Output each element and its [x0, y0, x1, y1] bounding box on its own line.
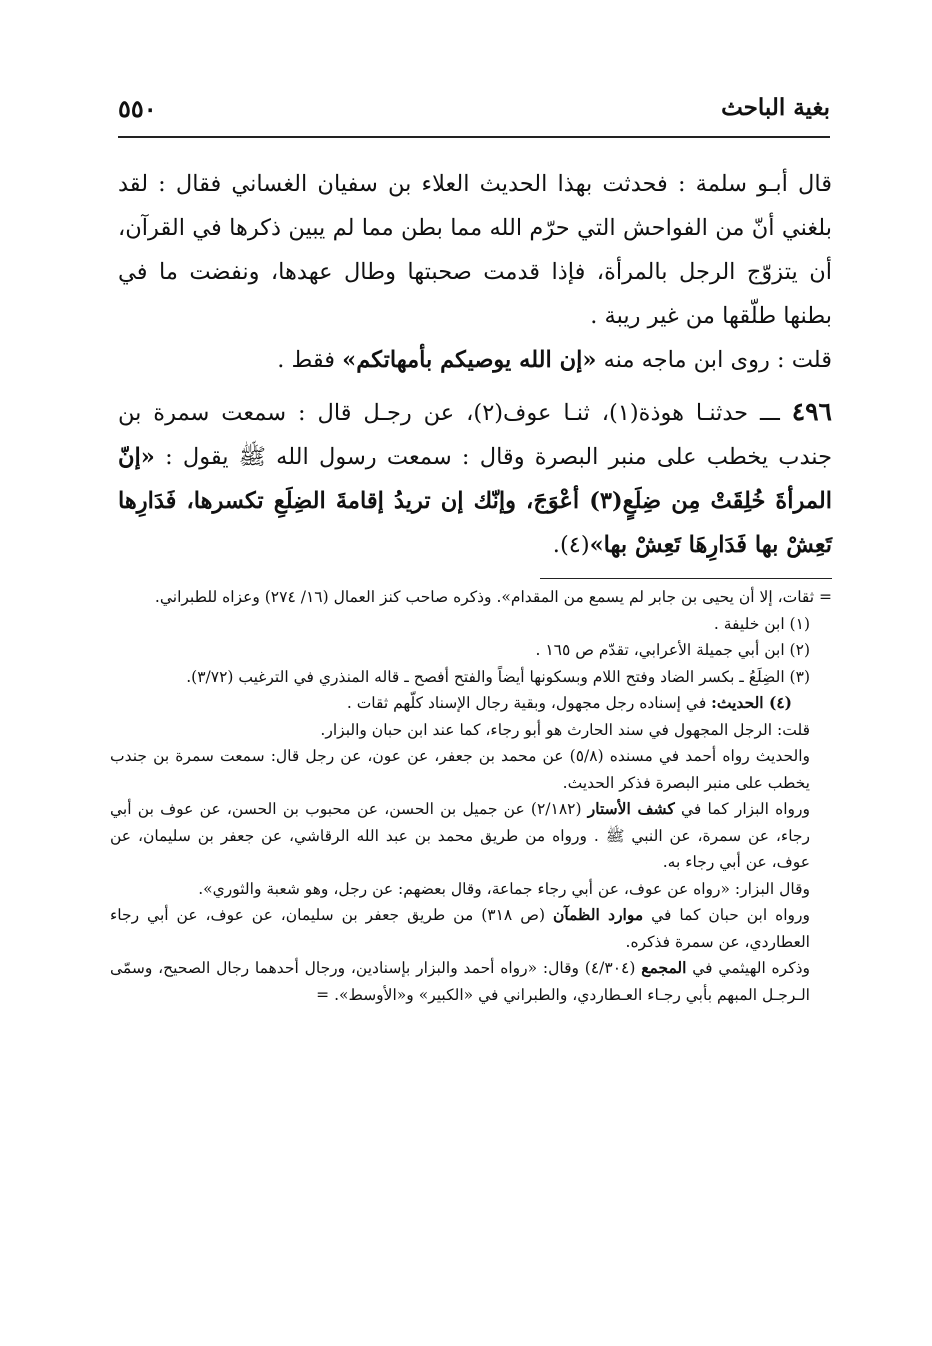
running-title: بغية الباحث	[721, 94, 830, 121]
page-header	[118, 90, 830, 138]
footnote-4-bazzar	[110, 796, 832, 876]
haythami-suffix: (٤/٣٠٤) وقال: «رواه أحمد والبزار بإسنادين، ورجال أحدهما رجال الصحيح، وسمّى الـرجـل المبهم بأبي رجـاء العـطاردي، والطبراني في «الكبير» و«الأوسط». =	[110, 959, 810, 1004]
haythami-book: المجمع	[641, 958, 687, 977]
hadith-isnad: ـــ حدثنـا هوذة(١)، ثنـا عوف(٢)، عن رجـل قال : سمعت سمرة بن جندب يخطب على منبر البصرة وقال : سمعت رسول الله ﷺ يقول :	[118, 400, 832, 470]
page-number: ٥٥٠	[118, 94, 157, 123]
footnote-1: (١) ابن خليفة .	[713, 614, 810, 633]
bazzar-book: كشف الأستار	[587, 799, 675, 818]
paragraph-abu-salama: قال أبـو سلمة : فحدثت بهذا الحديث العلاء بن سفيان الغساني فقال : لقد بلغني أنّ من الفواحش التي حرّم الله مما بطن مما لم يبين ذكرها في القرآن، أن يتزوّج الرجل بالمرأة، فإذا قدمت صحبتها وطال عهدها، ونفضت ما في بطنها طلّقها من غير ريبة .	[118, 171, 832, 329]
spacer	[118, 382, 832, 390]
hadith-matn: «إنّ المرأةَ خُلِقَتْ مِن ضِلَعٍ(٣) أعْوَجَ، وإنّك إن تريدُ إقامةَ الضِلَعِ تكسرها، فَدَارِها تَعِشْ بها فَدَارِهَا تَعِشْ بها»	[118, 444, 833, 558]
hibban-prefix: ورواه ابن حبان كما في	[643, 906, 810, 924]
hadith-number: ٤٩٦	[791, 397, 832, 426]
paragraph-qult	[118, 338, 832, 382]
footnote-4	[110, 690, 832, 717]
qult-suffix: فقط .	[277, 347, 343, 373]
hadith-end: (٤).	[552, 532, 590, 558]
haythami-prefix: وذكره الهيثمي في	[686, 959, 810, 977]
bazzar-suffix: (٢/١٨٢) عن جميل بن الحسن، عن محبوب بن الحسن، عن عوف بن أبي رجاء، عن سمرة، عن النبي ﷺ . ورواه من طريق محمد بن عبد الله الرقاشي، عن جعفر بن سليمان، عن عوف، عن أبي رجاء به.	[110, 800, 810, 871]
main-text	[118, 162, 832, 567]
bazzar-prefix: ورواه البزار كما في	[674, 800, 810, 818]
footnote-2: (٢) ابن أبي جميلة الأعرابي، تقدّم ص ١٦٥ .	[535, 641, 810, 659]
footnote-4-bazzar-said: وقال البزار: «رواه عن عوف، عن أبي رجاء جماعة، وقال بعضهم: عن رجل، وهو شعبة والثوري».	[198, 879, 810, 898]
footnote-4-haythami	[110, 955, 832, 1008]
footnote-4-text: في إسناده رجل مجهول، وبقية رجال الإسناد كلّهم ثقات .	[346, 694, 712, 712]
footnote-separator	[540, 578, 832, 579]
qult-prefix: قلت : روى ابن ماجه منه	[596, 347, 832, 373]
qult-quote: «إن الله يوصيكم بأمهاتكم»	[342, 347, 597, 373]
footnotes	[110, 584, 832, 1008]
hibban-suffix: (ص ٣١٨) من طريق جعفر بن سليمان، عن عوف، عن أبي رجاء العطاردي، عن سمرة فذكره.	[110, 906, 810, 951]
footnote-4-ahmad: والحديث رواه أحمد في مسنده (٥/٨) عن محمد بن جعفر، عن عون، عن رجل قال: سمعت سمرة بن جندب يخطب على منبر البصرة فذكر الحديث.	[110, 747, 810, 792]
footnote-4-qult: قلت: الرجل المجهول في سند الحارث هو أبو رجاء، كما عند ابن حبان والبزار.	[320, 720, 810, 739]
footnote-3: (٣) الضِلَعُ ـ بكسر الضاد وفتح اللام وبسكونها أيضاً والفتح أفصح ـ قاله المنذري في الترغيب (٣/٧٢).	[186, 667, 810, 686]
footnote-4-label: (٤) الحديث:	[711, 693, 792, 712]
hadith-paragraph	[118, 390, 832, 567]
footnote-4-hibban	[110, 902, 832, 955]
hibban-book: موارد الظمآن	[552, 905, 644, 924]
footnote-continuation: = ثقات، إلا أن يحيى بن جابر لم يسمع من المقدام». وذكره صاحب كنز العمال (١٦/ ٢٧٤) وعزاه للطبراني.	[154, 588, 832, 606]
